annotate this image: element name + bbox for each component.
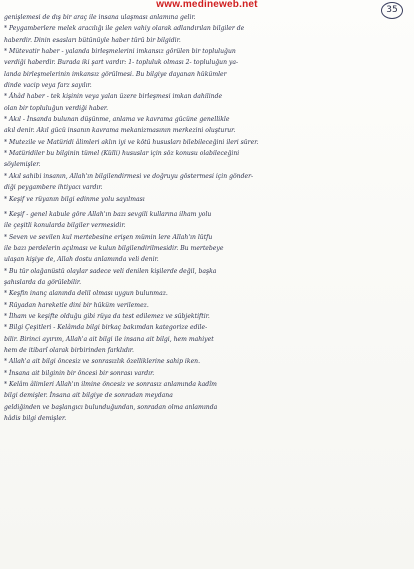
note-line: hâdis bilgi demişler. — [4, 415, 67, 423]
note-line: * Akıl - İnsanda bulunan düşünme, anlama ve kavrama gücüne genellikle — [4, 116, 230, 124]
note-line: ile çeşitli konularda bilgiler vermesidir. — [4, 222, 126, 230]
note-line: bilgi demişler. İnsana ait bilgiye de sonradan meydana — [4, 392, 173, 400]
note-line: * Bilgi Çeşitleri - Kelâmda bilgi birkaç bakımdan kategorize edile- — [4, 324, 208, 332]
note-line: akıl denir. Akıl gücü insanın kavrama mekanizmasının merkezini oluşturur. — [4, 127, 236, 135]
note-line: ile bazı perdelerin açılması ve kulun bilgilendirilmesidir. Bu mertebeye — [4, 244, 224, 252]
note-line: * Akıl sahibi insanın, Allah'ın bilgilendirmesi ve doğruyu göstermesi için gönder- — [4, 172, 254, 180]
note-line: hem de itibarî olarak birbirinden farklıdır. — [4, 346, 134, 354]
note-line: haberdir. Dinin esasları bütünüyle haber türü bir bilgidir. — [4, 36, 181, 44]
note-line: landa birleşmelerinin imkansız görülmesi. Bu bilgiye dayanan hükümler — [4, 70, 227, 78]
note-line: * Bu tür olağanüstü olaylar sadece veli denilen kişilerde değil, başka — [4, 267, 217, 275]
note-line: * Keşfin inanç alanında delil olması uygun bulunmaz. — [4, 290, 168, 298]
note-line: genişlemesi de dış bir araç ile insana ulaşması anlamına gelir. — [4, 14, 196, 21]
note-line: * Kelâm âlimleri Allah'ın ilmine öncesiz ve sonrasız anlamında kadîm — [4, 381, 217, 388]
note-line: söylemişler. — [4, 161, 41, 169]
note-line: geldiğinden ve başlangıcı bulunduğundan, sonradan olma anlamında — [4, 403, 218, 411]
note-line: * Peygamberlere melek aracılığı ile gelen vahiy olarak adlandırılan bilgiler de — [4, 25, 245, 33]
note-line: * İlham ve keşifte olduğu gibi rüya da test edilemez ve sübjektiftir. — [4, 312, 210, 320]
page-number: 35 — [381, 2, 403, 19]
note-line: * Mütevatir haber - yalanda birleşmelerini imkansız görülen bir topluluğun — [4, 48, 236, 56]
note-line: ulaşan kişiye de, Allah dostu anlamında veli denir. — [4, 256, 159, 264]
note-line: verdiği haberdir. Burada iki şart vardır: 1- topluluk olması 2- topluluğun ya- — [4, 59, 239, 67]
note-line: şahıslarda da görülebilir. — [4, 278, 82, 286]
note-line: * Rüyadan hareketle dini bir hüküm verilemez. — [4, 301, 149, 309]
note-line: dinde vacip veya farz sayılır. — [4, 82, 92, 90]
note-line: * Keşif - genel kabule göre Allah'ın bazı sevgili kullarına ilham yolu — [4, 210, 212, 218]
note-line: * İnsana ait bilginin bir öncesi bir sonrası vardır. — [4, 369, 155, 377]
note-line: * Matüridiler bu bilginin tümel (Külli) hususlar için söz konusu olabileceğini — [4, 150, 240, 158]
handwritten-notes — [4, 12, 404, 424]
note-line: bilir. Birinci ayırım, Allah'a ait bilgi ile insana ait bilgi, hem mahiyet — [4, 335, 214, 343]
note-line: * Allah'a ait bilgi öncesiz ve sonrasızlık özelliklerine sahip iken. — [4, 358, 201, 366]
section-heading: * Keşif ve rüyanın bilgi edinme yolu sayılması — [4, 195, 145, 203]
note-line: * Âhâd haber - tek kişinin veya yalan üzere birleşmesi imkan dahilinde — [4, 93, 223, 101]
note-line: * Seven ve sevilen kul mertebesine erişen mümin lere Allah'ın lütfu — [4, 233, 213, 241]
note-line: olan bir topluluğun verdiği haber. — [4, 104, 109, 112]
note-line: diği peygambere ihtiyacı vardır. — [4, 184, 103, 192]
note-line: * Mutezile ve Matüridi âlimleri aklın iyi ve kötü hususları bilebileceğini ileri sürer. — [4, 138, 259, 146]
site-watermark: www.medineweb.net — [156, 0, 258, 10]
